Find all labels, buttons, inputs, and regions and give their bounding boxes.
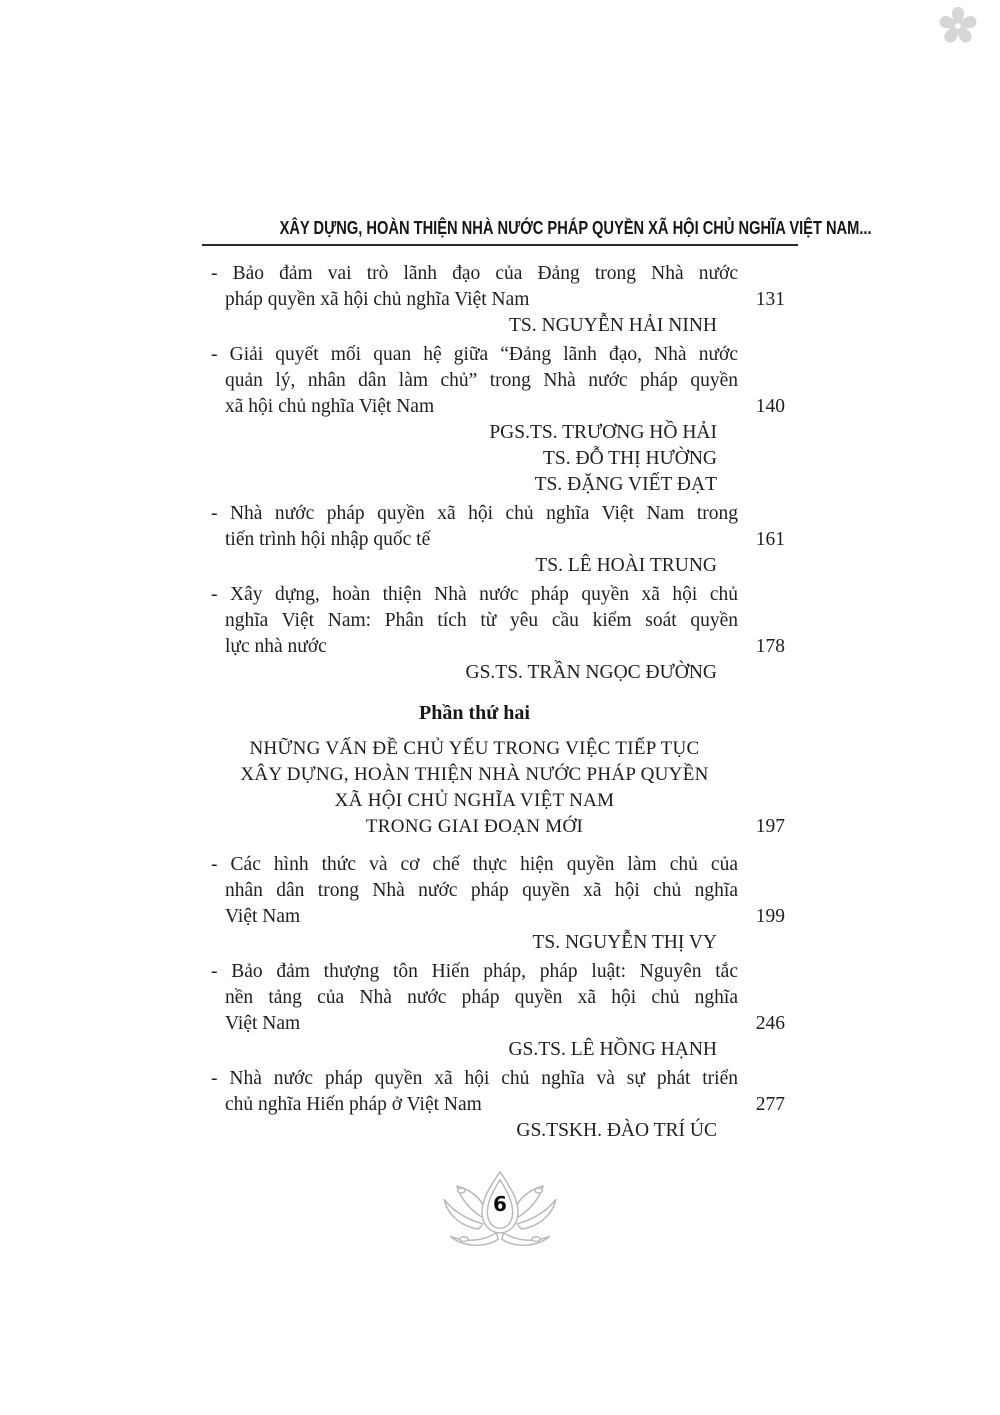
entry-title	[211, 501, 785, 553]
entry-page-number: 246	[755, 1013, 785, 1034]
entry-title	[211, 261, 785, 313]
part-title-line: TRONG GIAI ĐOẠN MỚI	[365, 816, 584, 837]
entry-author: GS.TSKH. ĐÀO TRÍ ÚC	[516, 1120, 717, 1141]
entry-title-line: tiến trình hội nhập quốc tế	[225, 529, 431, 550]
entry-title	[211, 342, 785, 420]
entry-title-line: pháp quyền xã hội chủ nghĩa Việt Nam	[225, 289, 530, 310]
toc-entry	[211, 959, 791, 1063]
entry-title	[211, 852, 785, 930]
entry-page-number: 277	[755, 1094, 785, 1115]
entry-author: GS.TS. TRẦN NGỌC ĐƯỜNG	[465, 662, 717, 683]
running-head-container	[202, 217, 872, 246]
part-heading	[211, 700, 785, 840]
entry-title-line: - Xây dựng, hoàn thiện Nhà nước pháp quyền xã hội chủ	[211, 584, 738, 605]
entry-title	[211, 959, 785, 1037]
entry-title-line: - Bảo đảm thượng tôn Hiến pháp, pháp luật: Nguyên tắc	[211, 961, 738, 982]
part-label: Phần thứ hai	[419, 702, 530, 724]
entry-author: PGS.TS. TRƯƠNG HỒ HẢI	[489, 422, 717, 443]
entry-title-line: - Giải quyết mối quan hệ giữa “Đảng lãnh đạo, Nhà nước	[211, 344, 738, 365]
entry-author: TS. ĐỖ THỊ HƯỜNG	[542, 448, 717, 469]
entry-title-line: - Nhà nước pháp quyền xã hội chủ nghĩa và sự phát triển	[211, 1068, 738, 1089]
entry-title	[211, 1066, 785, 1118]
entry-title-line: nghĩa Việt Nam: Phân tích từ yêu cầu kiểm soát quyền	[225, 610, 738, 631]
entry-title-line: - Bảo đảm vai trò lãnh đạo của Đảng trong Nhà nước	[211, 263, 738, 284]
entry-page-number: 199	[755, 906, 785, 927]
entry-title	[211, 582, 785, 660]
entry-author: TS. NGUYỄN HẢI NINH	[509, 315, 717, 336]
entry-page-number: 131	[755, 289, 785, 310]
entry-page-number: 178	[755, 636, 785, 657]
table-of-contents	[211, 261, 791, 1147]
entry-title-line: chủ nghĩa Hiến pháp ở Việt Nam	[225, 1094, 482, 1115]
entry-author: TS. ĐẶNG VIẾT ĐẠT	[534, 474, 717, 495]
entry-page-number: 161	[755, 529, 785, 550]
toc-entry	[211, 852, 791, 956]
toc-entry	[211, 501, 791, 579]
running-head: XÂY DỰNG, HOÀN THIỆN NHÀ NƯỚC PHÁP QUYỀN XÃ HỘI CHỦ NGHĨA VIỆT NAM...	[279, 217, 872, 238]
toc-entry	[211, 342, 791, 498]
entry-page-number: 140	[755, 396, 785, 417]
flower-florette-icon	[936, 4, 980, 48]
footer-page-number: 6	[493, 1192, 507, 1216]
entry-title-line: - Các hình thức và cơ chế thực hiện quyền làm chủ của	[211, 854, 738, 875]
part-page-number: 197	[755, 816, 785, 837]
part-title-line: NHỮNG VẤN ĐỀ CHỦ YẾU TRONG VIỆC TIẾP TỤC	[249, 738, 700, 759]
entry-title-line: - Nhà nước pháp quyền xã hội chủ nghĩa Việt Nam trong	[211, 503, 738, 524]
entry-title-line: quản lý, nhân dân làm chủ” trong Nhà nước pháp quyền	[225, 370, 738, 391]
toc-entry	[211, 261, 791, 339]
footer-ornament	[437, 1168, 563, 1252]
entry-title-line: Việt Nam	[225, 906, 301, 927]
entry-title-line: xã hội chủ nghĩa Việt Nam	[225, 396, 435, 417]
entry-title-line: nhân dân trong Nhà nước pháp quyền xã hội chủ nghĩa	[225, 880, 738, 901]
part-title-line: XÂY DỰNG, HOÀN THIỆN NHÀ NƯỚC PHÁP QUYỀN	[240, 764, 709, 785]
entry-title-line: Việt Nam	[225, 1013, 301, 1034]
entry-author: TS. LÊ HOÀI TRUNG	[535, 555, 717, 576]
entry-title-line: lực nhà nước	[225, 636, 327, 657]
entry-author: GS.TS. LÊ HỒNG HẠNH	[508, 1039, 717, 1060]
toc-entry	[211, 582, 791, 686]
entry-author: TS. NGUYỄN THỊ VY	[532, 932, 717, 953]
part-title-line: XÃ HỘI CHỦ NGHĨA VIỆT NAM	[334, 790, 615, 811]
toc-entry	[211, 1066, 791, 1144]
entry-title-line: nền tảng của Nhà nước pháp quyền xã hội chủ nghĩa	[225, 987, 738, 1008]
